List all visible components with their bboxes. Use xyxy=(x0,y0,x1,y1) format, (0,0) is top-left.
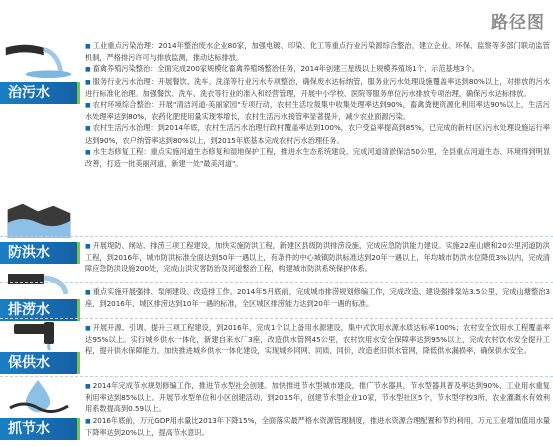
icon-block-conservation xyxy=(0,378,80,446)
paragraph: ■ 2014年完成节水规划修编工作，推进节水型社会创建。加快推进节水型城市建设，推广节水器具，节水型器具普及率达到90%，工业用水重复利用率达到85%以上。开展节水型单位和小区创建活动，到2015年，创建节水型企业10家，节水型社区5个，节水型学校3所，农业灌溉水有效利用系数提高到0.59以上。 xyxy=(85,381,550,414)
paragraph: ■ 开展开源、引调、提升三项工程建设，到2016年，完成1个以上备用水源建设，集中式饮用水源水质达标率100%；农村安全饮用水工程覆盖率达95%以上。实行城乡供水一体化，新建自来水厂3座，改造供水管网45公里，农村饮用水安全保障率达到95%以上，完成农村饮水安全提升工程，提升供水保障能力。加快推进城乡供水一体化建设，实现城乡同网、同质、同价，改造老旧供水管网，降低供水漏损率，确保供水安全。 xyxy=(85,323,551,356)
bullet-icon: ■ xyxy=(85,125,91,133)
section-content-flood xyxy=(85,240,550,275)
paragraph: ■ 服务行业污水治理：开展餐饮、洗车、洗涤等行业污水专项整治，确保废水达标纳管，服务业污水处理设施覆盖率达到80%以上，对排放的污水进行标准化治理。加强餐饮、洗车、洗衣等行业的准入和经营管理，开展中小学校、医院等服务单位污水排放专项治理，确保污水达标排放。 xyxy=(85,76,550,98)
pipe-discharge-icon xyxy=(4,40,74,78)
paragraph: ■ 重点实施开展强排、泵闸建设、改造排工作。2014年5月底前，完成城市排涝规划修编工作，完成改造、建设强排泵站3.5公里，完成山塘整治3座，到2016年，城区排涝达到10年一遇的标准，全区城区排涝能力达到20年一遇的标准。 xyxy=(85,287,551,309)
drainage-flow-icon xyxy=(4,270,74,298)
section-label-conservation: 抓节水 xyxy=(0,418,80,440)
section-divider xyxy=(0,376,553,377)
flood-wave-icon xyxy=(4,200,74,238)
paragraph: ■ 开展堤防、闸站、排涝三项工程建设，加快实施防洪工程，新建区县级防洪排涝设施，完成应急防洪能力建设。实施22座山塘和20公里河道防洪工程，到2016年，城市防洪标准全面达到50年一遇以上，有条件的中心城镇防洪标准达到20年一遇以上，年均城市防洪水位降低3%以内，完成清障应急防洪设施200处，完成山洪灾害防治及河道整治工程，构建城市防洪系统保护体系。 xyxy=(85,241,550,274)
section-content-conservation xyxy=(85,380,550,438)
section-label-drainage: 排涝水 xyxy=(0,299,80,321)
bullet-icon: ■ xyxy=(85,325,91,332)
water-drop-icon xyxy=(4,378,74,414)
bullet-icon: ■ xyxy=(85,417,91,425)
page-title: 路径图 xyxy=(491,13,545,33)
section-label-pollution: 治污水 xyxy=(0,82,80,104)
bullet-icon: ■ xyxy=(85,289,91,296)
paragraph: ■ 水生态修复工程：重点实施河道生态修复和湿地保护工程，推进水生态系统建设，完成河道清淤保洁50公里，全县重点河道生态、环境得到明显改善，打造一批美丽河道，新建一处"最美河道"。 xyxy=(85,146,551,169)
icon-block-flood xyxy=(0,200,80,270)
paragraph: ■ 工业重点污染治理：2014年整治废水企业80家，加强电镀、印染、化工等重点行业污染源综合整治，建立企业、环保、监察等多部门联动监管机制，严格排污许可与排放监测，推动达标排放。 xyxy=(85,41,550,63)
bullet-icon: ■ xyxy=(85,243,91,250)
icon-block-supply xyxy=(0,318,80,378)
section-label-flood: 防洪水 xyxy=(0,242,80,264)
paragraph: ■ 农村环境综合整治：开展"清洁河道·美丽家园"专项行动，农村生活垃圾集中收集处理率达到90%，畜禽粪便资源化利用率达90%以上，生活污水处理率达到80%，农药化肥使用量实现零增长，农村生活污水接管率显著提升，减少农业面源污染。 xyxy=(85,100,550,122)
bullet-icon: ■ xyxy=(85,102,91,110)
bullet-icon: ■ xyxy=(85,43,91,50)
bullet-icon: ■ xyxy=(85,78,91,86)
section-icon-strip xyxy=(0,0,80,446)
bullet-icon: ■ xyxy=(85,66,91,74)
section-divider xyxy=(0,236,553,237)
paragraph: ■ 2016年底前，万元GDP用水量比2013年下降15%，全面落实最严格水资源管理制度，推进水资源合理配置和节约利用，万元工业增加值用水量下降率达到20%以上，提高节水意识。 xyxy=(85,415,550,437)
section-content-pollution xyxy=(85,40,550,169)
water-tap-icon xyxy=(4,318,74,350)
paragraph: ■ 农村生活污水治理：到2014年底，农村生活污水治理行政村覆盖率达到100%，农户受益率提高到85%，已完成的新村(区)污水处理设施运行率达到90%，农户纳管率达到80%以上，到2015年底基本完成农村污水治理任务。 xyxy=(85,123,550,145)
bullet-icon: ■ xyxy=(85,148,91,156)
section-content-drainage xyxy=(85,286,550,309)
icon-block-drainage xyxy=(0,270,80,320)
bullet-icon: ■ xyxy=(85,383,91,390)
section-divider xyxy=(0,282,553,283)
paragraph: ■ 畜禽养殖污染整治：全面完成200家规模化畜禽养殖场整治任务，2014年创建三星级以上规模养殖场1个、示范基地3个。 xyxy=(85,64,479,74)
icon-block-pollution xyxy=(0,40,80,110)
section-content-supply xyxy=(85,322,550,357)
section-label-supply: 保供水 xyxy=(0,352,80,374)
section-divider xyxy=(0,318,553,319)
